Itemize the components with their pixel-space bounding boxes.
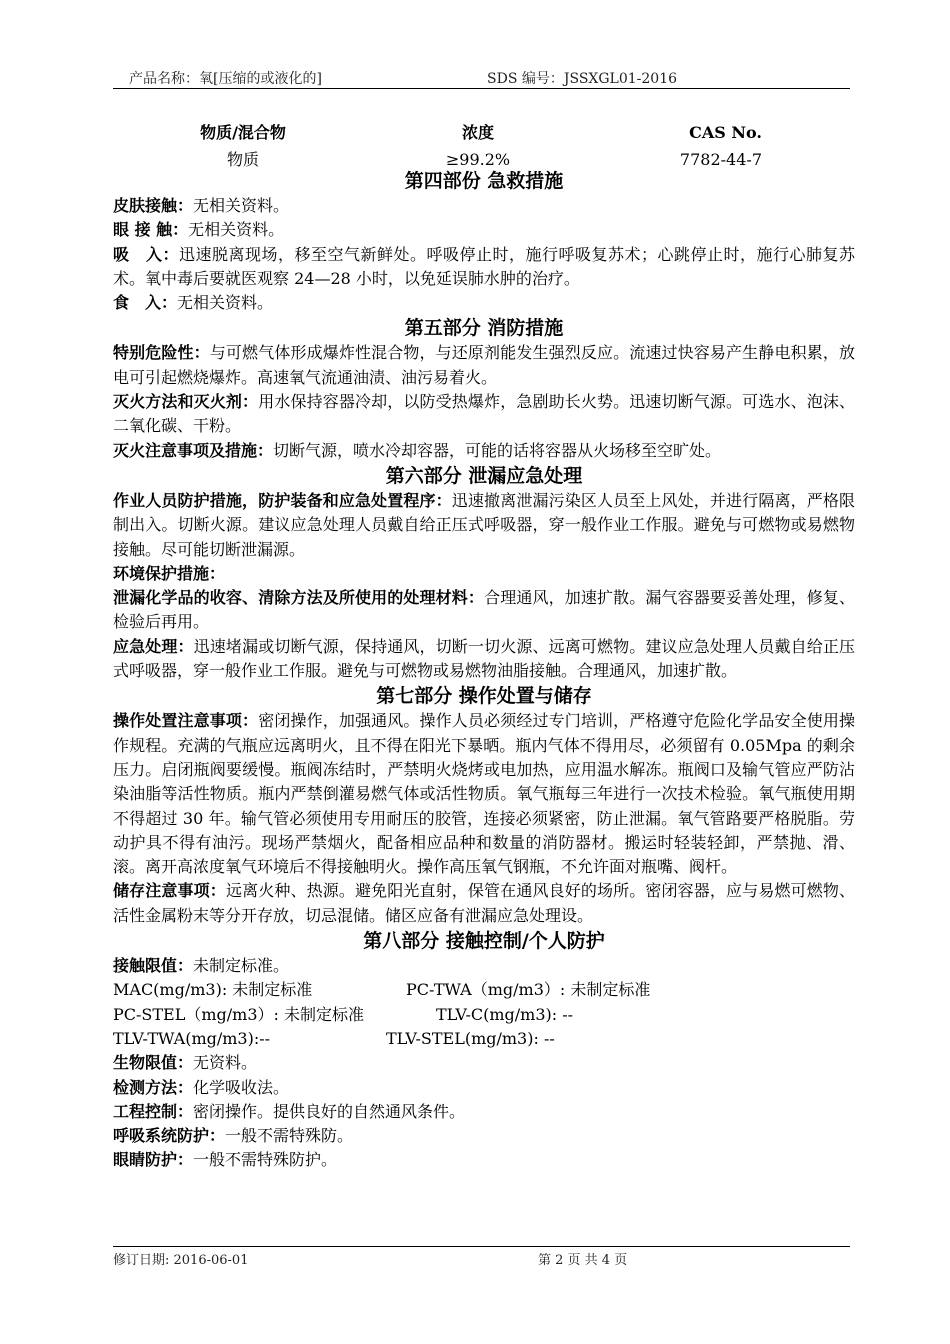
cell-substance: 物质 — [226, 150, 259, 169]
document-body — [113, 168, 855, 1173]
page-footer — [113, 1246, 850, 1268]
mac-limit: MAC(mg/m3): 未制定标准 — [113, 980, 313, 1000]
section-4-title: 第四部份 急救措施 — [404, 170, 564, 192]
cell-cas: 7782-44-7 — [679, 150, 762, 169]
eye-protection: 眼睛防护：一般不需特殊防护。 — [113, 1150, 338, 1170]
biological-limit: 生物限值：无资料。 — [113, 1053, 258, 1073]
ingestion: 食 入：无相关资料。 — [113, 293, 274, 313]
storage-precautions: 储存注意事项：远离火种、热源。避免阳光直射，保管在通风良好的场所。密闭容器，应与易燃可燃物、活性金属粉末等分开存放，切忌混储。储区应备有泄漏应急处理设。 — [113, 881, 855, 925]
composition-header-row — [113, 119, 850, 146]
limits-row-2 — [113, 1003, 855, 1027]
limits-row-3 — [113, 1027, 855, 1051]
limits-row-1 — [113, 978, 855, 1002]
page-header — [113, 66, 850, 89]
section-7-title: 第七部分 操作处置与储存 — [376, 685, 592, 708]
section-6-title: 第六部分 泄漏应急处理 — [385, 464, 583, 487]
detection-method: 检测方法：化学吸收法。 — [113, 1077, 290, 1097]
tlv-c-limit: TLV-C(mg/m3): -- — [436, 1004, 574, 1024]
environmental-protection: 环境保护措施： — [113, 563, 226, 583]
revision-date: 修订日期: 2016-06-01 — [113, 1253, 249, 1268]
section-8-title: 第八部分 接触控制/个人防护 — [363, 930, 605, 953]
sds-number: SDS 编号：JSSXGL01-2016 — [487, 71, 678, 87]
cell-concentration: ≥99.2% — [445, 150, 511, 169]
personnel-protection: 作业人员防护措施，防护装备和应急处置程序：迅速撤离泄漏污染区人员至上风处，并进行隔离，严格限制出入。切断火源。建议应急处理人员戴自给正压式呼吸器，穿一般作业工作服。避免与可燃物或易燃物接触。尽可能切断泄漏源。 — [113, 490, 855, 559]
firefighting-notes: 灭火注意事项及措施：切断气源，喷水冷却容器，可能的话将容器从火场移至空旷处。 — [113, 440, 722, 460]
respiratory-protection: 呼吸系统防护：一般不需特殊防。 — [113, 1126, 354, 1146]
emergency-response: 应急处理：迅速堵漏或切断气源，保持通风，切断一切火源、远离可燃物。建议应急处理人员戴自给正压式呼吸器，穿一般作业工作服。避免与可燃物或易燃物油脂接触。合理通风，加速扩散。 — [113, 636, 855, 681]
composition-table — [113, 119, 850, 173]
special-hazard: 特别危险性：与可燃气体形成爆炸性混合物，与还原剂能发生强烈反应。流速过快容易产生静电积累，放电可引起燃烧爆炸。高速氧气流通油渍、油污易着火。 — [113, 343, 855, 387]
tlv-twa-limit: TLV-TWA(mg/m3):-- — [113, 1028, 271, 1048]
tlv-stel-limit: TLV-STEL(mg/m3): -- — [386, 1028, 555, 1048]
col-concentration: 浓度 — [461, 123, 494, 142]
eye-contact: 眼 接 触：无相关资料。 — [113, 220, 285, 240]
col-substance: 物质/混合物 — [200, 123, 286, 142]
engineering-control: 工程控制：密闭操作。提供良好的自然通风条件。 — [113, 1101, 466, 1121]
col-cas: CAS No. — [689, 123, 762, 142]
pc-twa-limit: PC-TWA（mg/m3）: 未制定标准 — [406, 980, 651, 1000]
exposure-limit: 接触限值：未制定标准。 — [113, 956, 290, 976]
section-5-title: 第五部分 消防措施 — [404, 317, 564, 340]
handling-precautions: 操作处置注意事项：密闭操作，加强通风。操作人员必须经过专门培训，严格遵守危险化学品安全使用操作规程。充满的气瓶应远离明火，且不得在阳光下暴晒。瓶内气体不得用尽，必须留有 0.05Mpa 的剩余压力。启闭瓶阀要缓慢。瓶阀冻结时，严禁明火烧烤或电加热，应用温水解冻。瓶阀口及输气管应严防沾染油脂等活性物质。瓶内严禁倒灌易燃气体或活性物质。氧气瓶每三年进行一次技术检验。氧气瓶使用期不得超过 30 年。输气管必须使用专用耐压的胶管，连接必须紧密，防止泄漏。氧气管路要严格脱脂。劳动护具不得有油污。现场严禁烟火，配备相应品种和数量的消防器材。搬运时轻装轻卸，严禁抛、滑、滚。离开高浓度氧气环境后不得接触明火。操作高压氧气钢瓶，不允许面对瓶嘴、阀杆。 — [113, 711, 855, 877]
page-number: 第 2 页 共 4 页 — [538, 1253, 628, 1268]
inhalation: 吸 入：迅速脱离现场，移至空气新鲜处。呼吸停止时，施行呼吸复苏术；心跳停止时，施行心肺复苏术。氧中毒后要就医观察 24—28 小时，以免延误肺水肿的治疗。 — [113, 244, 855, 288]
pc-stel-limit: PC-STEL（mg/m3）: 未制定标准 — [113, 1004, 364, 1024]
product-name: 产品名称：氧[压缩的或液化的] — [129, 71, 322, 87]
containment-cleanup: 泄漏化学品的收容、清除方法及所使用的处理材料：合理通风，加速扩散。漏气容器要妥善处理，修复、检验后再用。 — [113, 588, 855, 632]
skin-contact: 皮肤接触：无相关资料。 — [113, 196, 290, 215]
extinguish-method: 灭火方法和灭火剂：用水保持容器冷却，以防受热爆炸，急剧助长火势。迅速切断气源。可选水、泡沫、二氧化碳、干粉。 — [113, 392, 855, 436]
